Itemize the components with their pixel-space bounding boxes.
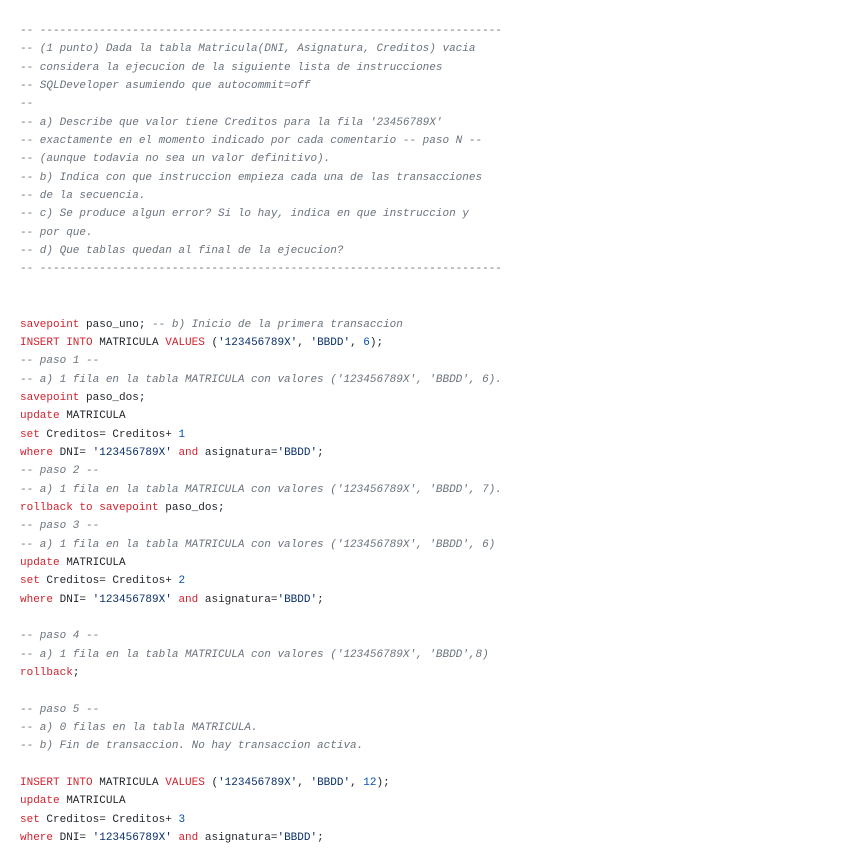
string-literal: '123456789X' xyxy=(92,832,172,845)
code-line xyxy=(20,792,840,810)
code-text: ; xyxy=(317,593,324,606)
code-text: Creditos= Creditos+ xyxy=(39,428,179,441)
code-text: Creditos= Creditos+ xyxy=(39,575,179,588)
code-line xyxy=(20,371,840,389)
code-line xyxy=(20,462,840,480)
sql-keyword: VALUES xyxy=(165,336,205,349)
code-line xyxy=(20,260,840,278)
code-text: MATRICULA xyxy=(59,795,126,808)
code-line xyxy=(20,664,840,682)
code-line xyxy=(20,701,840,719)
code-line xyxy=(20,444,840,462)
code-text: DNI= xyxy=(53,593,93,606)
sql-keyword: where xyxy=(20,446,54,459)
code-text: ; xyxy=(317,832,324,845)
code-text: , xyxy=(350,777,364,790)
code-line xyxy=(20,114,840,132)
code-line xyxy=(20,426,840,444)
string-literal: 'BBDD' xyxy=(277,832,318,845)
code-comment: -- a) 0 filas en la tabla MATRICULA. xyxy=(20,722,258,735)
code-line xyxy=(20,389,840,407)
code-line xyxy=(20,627,840,645)
code-text: MATRICULA xyxy=(59,556,126,569)
code-line xyxy=(20,609,840,627)
code-text: DNI= xyxy=(53,446,93,459)
string-literal: '123456789X' xyxy=(92,593,172,606)
code-line xyxy=(20,169,840,187)
code-comment: -- a) 1 fila en la tabla MATRICULA con valores ('123456789X', 'BBDD', 7). xyxy=(20,483,502,496)
code-text: ( xyxy=(204,336,219,349)
code-line xyxy=(20,829,840,847)
code-text: MATRICULA xyxy=(92,777,166,790)
code-line xyxy=(20,279,840,297)
code-comment: -- SQLDeveloper asumiendo que autocommit=off xyxy=(20,80,311,93)
code-comment: -- a) 1 fila en la tabla MATRICULA con valores ('123456789X', 'BBDD', 6) xyxy=(20,538,496,551)
code-comment: -- a) 1 fila en la tabla MATRICULA con valores ('123456789X', 'BBDD',8) xyxy=(20,648,489,661)
sql-keyword: and xyxy=(178,832,199,845)
code-line xyxy=(20,719,840,737)
code-text: ); xyxy=(369,336,384,349)
code-line xyxy=(20,59,840,77)
code-comment: -- xyxy=(20,98,34,111)
code-text: ; xyxy=(72,667,80,680)
code-line xyxy=(20,737,840,755)
sql-keyword: set xyxy=(20,428,40,441)
sql-keyword: VALUES xyxy=(165,777,205,790)
string-literal: '123456789X' xyxy=(218,777,298,790)
code-line xyxy=(20,756,840,774)
sql-code-block xyxy=(20,22,840,847)
code-comment: -- ---------------------------------------------------------------------- xyxy=(20,263,502,276)
code-line xyxy=(20,22,840,40)
code-line xyxy=(20,517,840,535)
code-line xyxy=(20,572,840,590)
code-line xyxy=(20,242,840,260)
sql-keyword: set xyxy=(20,813,40,826)
code-text: DNI= xyxy=(53,832,93,845)
code-line xyxy=(20,334,840,352)
code-comment: -- b) Fin de transaccion. No hay transaccion activa. xyxy=(20,740,364,753)
sql-keyword: rollback xyxy=(20,667,73,680)
sql-keyword: and xyxy=(178,593,199,606)
code-comment: -- d) Que tablas quedan al final de la ejecucion? xyxy=(20,245,344,258)
sql-keyword: update xyxy=(20,795,60,808)
code-line xyxy=(20,40,840,58)
sql-keyword: set xyxy=(20,575,40,588)
number-literal: 12 xyxy=(363,777,377,790)
code-comment: -- paso 2 -- xyxy=(20,465,100,478)
sql-keyword: and xyxy=(178,446,199,459)
code-line xyxy=(20,150,840,168)
code-comment: -- por que. xyxy=(20,226,93,239)
code-line xyxy=(20,95,840,113)
code-text: , xyxy=(297,336,311,349)
code-text: ; xyxy=(317,446,324,459)
code-line xyxy=(20,499,840,517)
code-line xyxy=(20,646,840,664)
code-text: paso_dos; xyxy=(158,501,225,514)
code-line xyxy=(20,481,840,499)
code-comment: -- considera la ejecucion de la siguiente lista de instrucciones xyxy=(20,61,443,74)
code-text: ( xyxy=(204,777,219,790)
code-comment: -- c) Se produce algun error? Si lo hay, indica en que instruccion y xyxy=(20,208,469,221)
number-literal: 1 xyxy=(178,428,186,441)
code-text: asignatura= xyxy=(198,446,278,459)
code-text: Creditos= Creditos+ xyxy=(39,813,179,826)
code-text: paso_dos; xyxy=(79,391,146,404)
code-comment: -- a) 1 fila en la tabla MATRICULA con valores ('123456789X', 'BBDD', 6). xyxy=(20,373,502,386)
sql-keyword: savepoint xyxy=(20,391,80,404)
code-text: , xyxy=(297,777,311,790)
code-text: ); xyxy=(376,777,390,790)
code-comment: -- de la secuencia. xyxy=(20,190,146,203)
code-line xyxy=(20,77,840,95)
sql-keyword: savepoint xyxy=(20,318,80,331)
string-literal: 'BBDD' xyxy=(310,777,351,790)
code-comment: -- paso 4 -- xyxy=(20,630,100,643)
code-line xyxy=(20,774,840,792)
code-line xyxy=(20,205,840,223)
code-comment: -- paso 3 -- xyxy=(20,520,100,533)
sql-keyword: rollback to savepoint xyxy=(20,501,159,514)
code-line xyxy=(20,811,840,829)
code-line xyxy=(20,407,840,425)
code-line xyxy=(20,224,840,242)
sql-keyword: where xyxy=(20,832,54,845)
number-literal: 3 xyxy=(178,813,186,826)
code-comment: -- b) Indica con que instruccion empieza cada una de las transacciones xyxy=(20,171,483,184)
code-comment: -- (aunque todavia no sea un valor definitivo). xyxy=(20,153,331,166)
string-literal: 'BBDD' xyxy=(310,336,351,349)
string-literal: 'BBDD' xyxy=(277,446,318,459)
code-comment: -- b) Inicio de la primera transaccion xyxy=(152,318,403,331)
code-comment: -- (1 punto) Dada la tabla Matricula(DNI, Asignatura, Creditos) vacia xyxy=(20,43,476,56)
code-comment: -- paso 1 -- xyxy=(20,355,100,368)
code-text: MATRICULA xyxy=(59,410,126,423)
code-line xyxy=(20,297,840,315)
code-line xyxy=(20,352,840,370)
sql-keyword: where xyxy=(20,593,54,606)
code-comment: -- ---------------------------------------------------------------------- xyxy=(20,25,502,37)
code-text: MATRICULA xyxy=(92,336,166,349)
sql-keyword: update xyxy=(20,410,60,423)
code-comment: -- a) Describe que valor tiene Creditos para la fila '23456789X' xyxy=(20,116,443,129)
string-literal: 'BBDD' xyxy=(277,593,318,606)
code-text: asignatura= xyxy=(198,832,278,845)
code-text: , xyxy=(350,336,364,349)
code-line xyxy=(20,187,840,205)
string-literal: '123456789X' xyxy=(92,446,172,459)
code-line xyxy=(20,316,840,334)
sql-keyword: update xyxy=(20,556,60,569)
code-line xyxy=(20,132,840,150)
number-literal: 6 xyxy=(363,336,370,349)
code-comment: -- paso 5 -- xyxy=(20,703,100,716)
sql-keyword: INSERT INTO xyxy=(20,777,93,790)
code-line xyxy=(20,554,840,572)
code-text: paso_uno; xyxy=(79,318,153,331)
code-line xyxy=(20,682,840,700)
code-line xyxy=(20,591,840,609)
string-literal: '123456789X' xyxy=(218,336,298,349)
code-text: asignatura= xyxy=(198,593,278,606)
code-comment: -- exactamente en el momento indicado por cada comentario -- paso N -- xyxy=(20,135,483,148)
code-line xyxy=(20,536,840,554)
sql-keyword: INSERT INTO xyxy=(20,336,93,349)
number-literal: 2 xyxy=(178,575,186,588)
